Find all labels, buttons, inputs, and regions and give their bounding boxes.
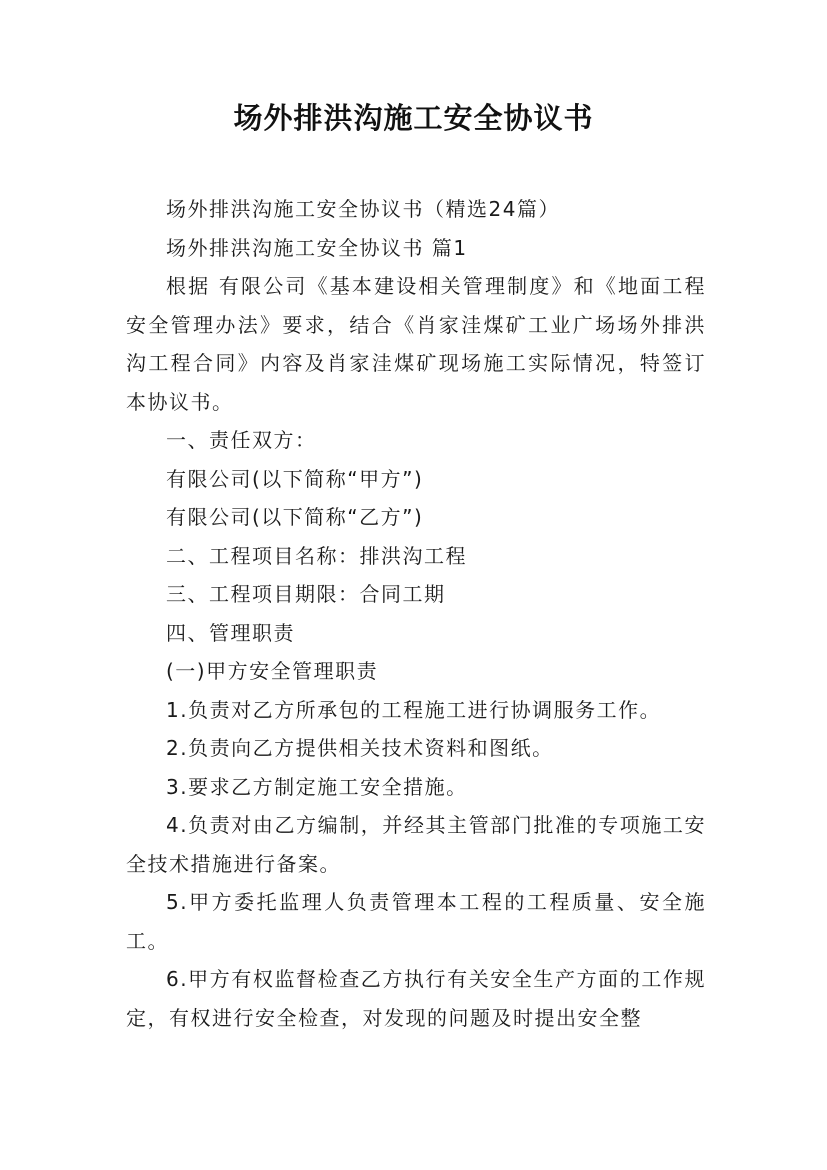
paragraph-project-period: 三、工程项目期限：合同工期: [166, 582, 446, 606]
paragraph-party-b: 有限公司(以下简称“乙方”): [166, 505, 424, 529]
paragraph-section-heading: 场外排洪沟施工安全协议书 篇1: [166, 235, 468, 260]
paragraph-intro: 根据 有限公司《基本建设相关管理制度》和《地面工程安全管理办法》要求，结合《肖家洼煤矿工业广场场外排洪沟工程合同》内容及肖家洼煤矿现场施工实际情况，特签订本协议书。: [126, 274, 706, 414]
document-title: 场外排洪沟施工安全协议书: [233, 101, 594, 135]
paragraph-duty-5: 5.甲方委托监理人负责管理本工程的工程质量、安全施工。: [126, 890, 706, 953]
paragraph-parties-heading: 一、责任双方：: [166, 428, 317, 452]
paragraph-subtitle: 场外排洪沟施工安全协议书（精选24篇）: [166, 197, 560, 221]
paragraph-duty-2: 2.负责向乙方提供相关技术资料和图纸。: [166, 736, 554, 760]
paragraph-duty-1: 1.负责对乙方所承包的工程施工进行协调服务工作。: [166, 697, 662, 722]
paragraph-duty-3: 3.要求乙方制定施工安全措施。: [166, 774, 468, 799]
paragraph-party-a-duties-heading: (一)甲方安全管理职责: [166, 659, 379, 683]
paragraph-party-a: 有限公司(以下简称“甲方”): [166, 466, 424, 491]
paragraph-duty-4: 4.负责对由乙方编制，并经其主管部门批准的专项施工安全技术措施进行备案。: [126, 813, 706, 876]
paragraph-duty-6: 6.甲方有权监督检查乙方执行有关安全生产方面的工作规定，有权进行安全检查，对发现的问题及时提出安全整: [126, 967, 706, 1030]
document-body: [126, 190, 706, 1037]
paragraph-responsibilities-heading: 四、管理职责: [166, 620, 295, 645]
paragraph-project-name: 二、工程项目名称：排洪沟工程: [166, 543, 467, 568]
